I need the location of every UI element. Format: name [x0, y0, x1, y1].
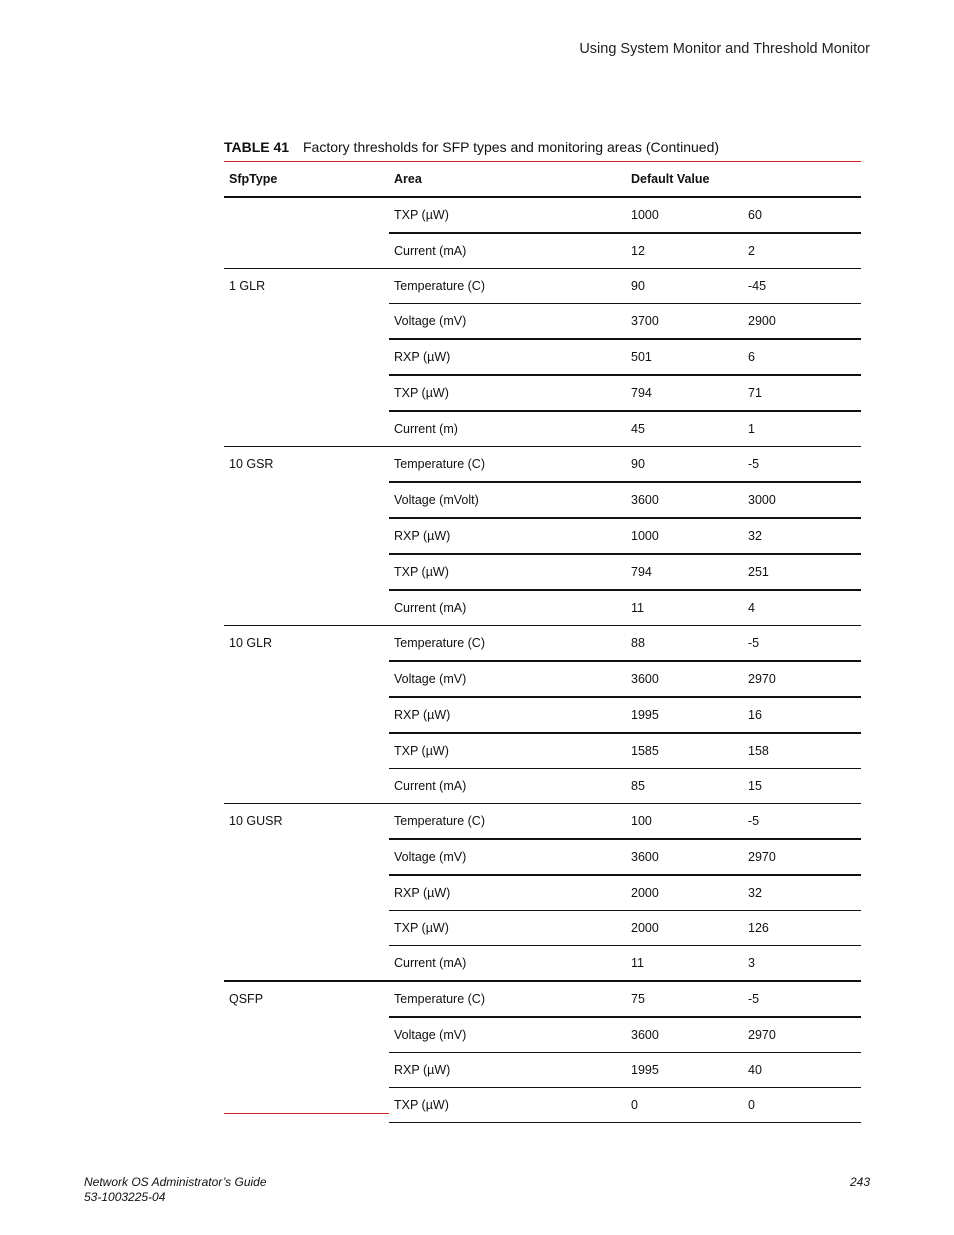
footer-page-number: 243 [849, 1175, 870, 1189]
table-row [389, 555, 861, 591]
area-cell: TXP (µW) [394, 1098, 449, 1112]
area-cell: Voltage (mV) [394, 672, 467, 686]
area-cell: RXP (µW) [394, 350, 451, 364]
area-cell: RXP (µW) [394, 886, 451, 900]
value-cell: 2 [748, 244, 755, 258]
default-value-cell: 11 [631, 601, 644, 615]
default-value-cell: 1995 [631, 708, 659, 722]
table-row [389, 447, 861, 483]
default-value-cell: 2000 [631, 886, 659, 900]
default-value-cell: 501 [631, 350, 652, 364]
value-cell: 2970 [748, 850, 776, 864]
area-cell: Voltage (mV) [394, 314, 467, 328]
table-row [389, 1053, 861, 1088]
table-row [389, 234, 861, 268]
default-value-cell: 1000 [631, 529, 659, 543]
default-value-cell: 12 [631, 244, 645, 258]
table-row [389, 376, 861, 412]
area-cell: Current (mA) [394, 601, 467, 615]
default-value-cell: 1000 [631, 208, 659, 222]
value-cell: 32 [748, 529, 762, 543]
value-cell: 2900 [748, 314, 776, 328]
default-value-cell: 0 [631, 1098, 638, 1112]
area-cell: TXP (µW) [394, 208, 449, 222]
table-row [389, 198, 861, 234]
table-end-rule [224, 1113, 389, 1114]
default-value-cell: 1995 [631, 1063, 659, 1077]
default-value-cell: 90 [631, 279, 645, 293]
value-cell: 1 [748, 422, 755, 436]
value-cell: -45 [748, 279, 767, 293]
area-cell: RXP (µW) [394, 1063, 451, 1077]
area-cell: Voltage (mV) [394, 850, 467, 864]
table-group [224, 198, 861, 269]
area-cell: TXP (µW) [394, 921, 449, 935]
table-group [224, 804, 861, 982]
table-row [389, 340, 861, 376]
value-cell: 6 [748, 350, 755, 364]
value-cell: -5 [748, 992, 760, 1006]
sfp-type-cell: 1 GLR [229, 279, 266, 293]
sfp-type-cell: 10 GSR [229, 457, 274, 471]
value-cell: 251 [748, 565, 769, 579]
area-cell: RXP (µW) [394, 708, 451, 722]
table-number: TABLE 41 [224, 139, 290, 155]
default-value-cell: 90 [631, 457, 645, 471]
area-cell: Temperature (C) [394, 457, 485, 471]
thresholds-table [224, 162, 861, 1123]
default-value-cell: 100 [631, 814, 652, 828]
default-value-cell: 1585 [631, 744, 659, 758]
value-cell: -5 [748, 636, 760, 650]
value-cell: 16 [748, 708, 762, 722]
value-cell: 32 [748, 886, 762, 900]
area-cell: Temperature (C) [394, 279, 485, 293]
running-head: Using System Monitor and Threshold Monitor [579, 41, 870, 57]
area-cell: Current (mA) [394, 779, 467, 793]
default-value-cell: 75 [631, 992, 645, 1006]
area-cell: Temperature (C) [394, 814, 485, 828]
value-cell: 3 [748, 956, 755, 970]
table-row [389, 946, 861, 980]
default-value-cell: 794 [631, 386, 652, 400]
table-row [389, 1088, 861, 1123]
default-value-cell: 85 [631, 779, 645, 793]
default-value-cell: 3600 [631, 850, 659, 864]
footer-book-title: Network OS Administrator’s Guide [84, 1175, 267, 1189]
sfp-type-cell: QSFP [229, 992, 264, 1006]
column-header-default-value: Default Value [631, 172, 710, 186]
table-header-row [224, 162, 861, 198]
default-value-cell: 794 [631, 565, 652, 579]
table-row [389, 483, 861, 519]
default-value-cell: 45 [631, 422, 645, 436]
table-row [389, 412, 861, 446]
sfp-type-cell: 10 GUSR [229, 814, 283, 828]
value-cell: 15 [748, 779, 762, 793]
table-row [389, 591, 861, 625]
footer-left [84, 1175, 267, 1205]
area-cell: TXP (µW) [394, 386, 449, 400]
area-cell: TXP (µW) [394, 744, 449, 758]
column-header-sfptype: SfpType [229, 172, 278, 186]
table-group [224, 626, 861, 804]
area-cell: TXP (µW) [394, 565, 449, 579]
table-row [389, 804, 861, 840]
table-caption [224, 139, 861, 155]
area-cell: Temperature (C) [394, 636, 485, 650]
value-cell: 2970 [748, 1028, 776, 1042]
table-row [389, 698, 861, 734]
default-value-cell: 3600 [631, 672, 659, 686]
area-cell: RXP (µW) [394, 529, 451, 543]
table-row [389, 734, 861, 769]
table-row [389, 769, 861, 803]
table-row [389, 269, 861, 304]
table-row [389, 662, 861, 698]
default-value-cell: 2000 [631, 921, 659, 935]
area-cell: Current (mA) [394, 244, 467, 258]
value-cell: 4 [748, 601, 755, 615]
value-cell: 2970 [748, 672, 776, 686]
table-row [389, 626, 861, 662]
area-cell: Current (mA) [394, 956, 467, 970]
value-cell: 71 [748, 386, 762, 400]
footer-doc-number: 53-1003225-04 [84, 1190, 166, 1204]
value-cell: 126 [748, 921, 769, 935]
table-row [389, 876, 861, 911]
default-value-cell: 11 [631, 956, 644, 970]
area-cell: Temperature (C) [394, 992, 485, 1006]
table-title: Factory thresholds for SFP types and monitoring areas (Continued) [302, 139, 720, 155]
table-body [224, 198, 861, 1123]
sfp-type-cell: 10 GLR [229, 636, 273, 650]
table-group [224, 982, 861, 1123]
value-cell: 60 [748, 208, 762, 222]
value-cell: 0 [748, 1098, 755, 1112]
value-cell: 3000 [748, 493, 776, 507]
value-cell: -5 [748, 814, 760, 828]
table-row [389, 840, 861, 876]
table-row [389, 911, 861, 946]
value-cell: -5 [748, 457, 760, 471]
value-cell: 158 [748, 744, 769, 758]
table-row [389, 1018, 861, 1053]
default-value-cell: 3600 [631, 1028, 659, 1042]
area-cell: Voltage (mV) [394, 1028, 467, 1042]
value-cell: 40 [748, 1063, 762, 1077]
area-cell: Current (m) [394, 422, 458, 436]
area-cell: Voltage (mVolt) [394, 493, 479, 507]
default-value-cell: 88 [631, 636, 645, 650]
table-row [389, 519, 861, 555]
default-value-cell: 3600 [631, 493, 659, 507]
table-row [389, 982, 861, 1018]
table-group [224, 447, 861, 626]
table-row [389, 304, 861, 340]
table-group [224, 269, 861, 447]
column-header-area: Area [394, 172, 422, 186]
default-value-cell: 3700 [631, 314, 659, 328]
